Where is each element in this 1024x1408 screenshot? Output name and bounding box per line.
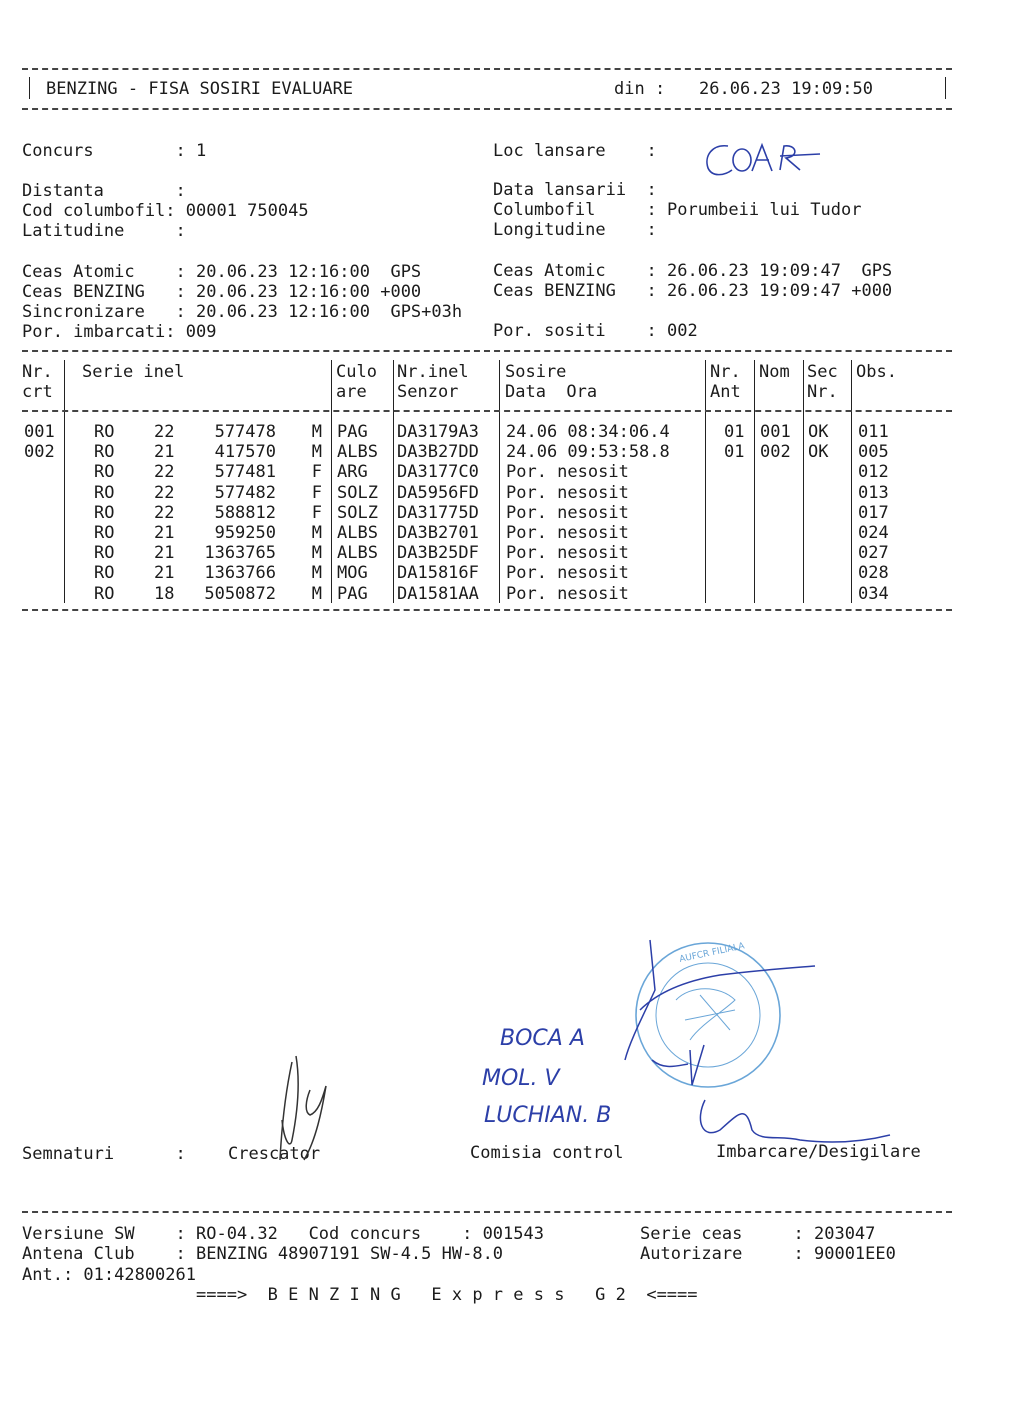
cell-cul: ARG [337,462,368,483]
versiune-sw-line: Versiune SW : RO-04.32 Cod concurs : 001543 [22,1224,544,1244]
header-sec-nr: Nr. [807,382,838,402]
cell-sec: OK [808,422,829,442]
cell-crt: 002 [24,442,55,463]
cell-cul: ALBS [337,442,378,463]
cell-ant: 01 [724,442,745,463]
cell-senzor: DA15816F [397,563,479,584]
columbofil-field: Columbofil : Porumbeii lui Tudor [493,200,862,220]
cell-nr: 577482 [214,482,276,503]
cell-nr: 1363766 [204,563,276,584]
cell-nr: 417570 [214,442,276,463]
header-nom: Nom [759,362,790,382]
cell-sosire: Por. nesosit [506,563,629,584]
din-value: 26.06.23 19:09:50 [699,79,873,99]
ceas-atomic-start: Ceas Atomic : 20.06.23 12:16:00 GPS [22,262,422,282]
por-sositi-field: Por. sositi : 002 [493,321,698,341]
cell-tara: RO [94,583,115,604]
cell-sosire: 24.06 09:53:58.8 [506,442,670,463]
cell-an: 22 [154,482,175,503]
cell-an: 21 [154,543,175,564]
crescator-signature [280,1056,326,1160]
header-sosire: Sosire [505,362,567,382]
cell-sex: F [311,502,322,523]
cell-nr: 959250 [214,523,276,543]
por-imbarcati-field: Por. imbarcati: 009 [22,322,217,342]
header-nr-inel-senzor: Nr.inel [397,362,469,382]
header-serie-inel: Serie inel [82,362,185,382]
cell-nr: 1363765 [204,543,276,564]
header-obs: Obs. [856,362,897,382]
cell-sex: M [311,563,322,584]
handwritten-name-3: LUCHIAN. B [484,1103,612,1128]
cell-obs: 011 [858,422,889,442]
cell-senzor: DA3B25DF [397,543,479,564]
header-nr-ant: Nr. [710,362,741,382]
cell-an: 21 [154,442,175,463]
ceas-atomic-end: Ceas Atomic : 26.06.23 19:09:47 GPS [493,261,893,281]
cell-sosire: 24.06 08:34:06.4 [506,422,670,442]
header-sec-nr: Sec [807,362,838,382]
cell-nr: 5050872 [204,583,276,604]
concurs-field: Concurs : 1 [22,141,207,161]
ceas-benzing-end: Ceas BENZING : 26.06.23 19:09:47 +000 [493,281,893,301]
handwritten-name-1: BOCA A [500,1026,585,1051]
header-nr-inel-senzor: Senzor [397,382,459,402]
cell-an: 22 [154,422,175,442]
latitudine-field: Latitudine : [22,221,186,241]
cell-senzor: DA3B2701 [397,523,479,543]
din-label: din : [614,79,666,99]
stamp-text: AUFCR FILIALA [678,941,746,965]
cell-obs: 034 [858,583,889,604]
cell-sex: M [311,442,322,463]
cell-sex: F [311,482,322,503]
distanta-field: Distanta : [22,181,186,201]
header-nr-crt: Nr. [22,362,53,382]
cod-columbofil-field: Cod columbofil: 00001 750045 [22,201,309,221]
cell-an: 22 [154,502,175,523]
cell-tara: RO [94,482,115,503]
cell-sosire: Por. nesosit [506,543,629,564]
cell-sex: M [311,523,322,543]
cell-obs: 024 [858,523,889,543]
cell-sosire: Por. nesosit [506,462,629,483]
cell-tara: RO [94,523,115,543]
cell-tara: RO [94,563,115,584]
cell-an: 21 [154,563,175,584]
cell-nom: 002 [760,442,791,463]
cell-sex: M [311,543,322,564]
antena-club-line: Antena Club : BENZING 48907191 SW-4.5 HW-8.0 [22,1244,504,1264]
autorizare-field: Autorizare : 90001EE0 [640,1244,896,1264]
loc-lansare-handwriting [707,145,820,175]
cell-tara: RO [94,502,115,523]
longitudine-field: Longitudine : [493,220,657,240]
cell-an: 21 [154,523,175,543]
cell-sosire: Por. nesosit [506,502,629,523]
cell-sex: F [311,462,322,483]
cell-cul: ALBS [337,523,378,543]
ant-line: Ant.: 01:42800261 [22,1265,196,1285]
cell-obs: 017 [858,502,889,523]
benzing-banner: ====> B E N Z I N G E x p r e s s G 2 <==== [196,1285,698,1305]
header-sosire: Data Ora [505,382,598,402]
cell-senzor: DA1581AA [397,583,479,604]
cell-sosire: Por. nesosit [506,523,629,543]
data-lansarii-field: Data lansarii : [493,180,657,200]
cell-cul: ALBS [337,543,378,564]
header-culoare: Culo [336,362,377,382]
imbarcare-label: Imbarcare/Desigilare [716,1142,921,1162]
cell-cul: MOG [337,563,368,584]
cell-obs: 013 [858,482,889,503]
cell-sec: OK [808,442,829,463]
cell-obs: 027 [858,543,889,564]
cell-an: 18 [154,583,175,604]
cell-obs: 005 [858,442,889,463]
cell-senzor: DA3179A3 [397,422,479,442]
handwritten-name-2: MOL. V [482,1066,560,1091]
cell-nr: 577481 [214,462,276,483]
cell-crt: 001 [24,422,55,442]
cell-tara: RO [94,462,115,483]
commission-signatures [625,940,890,1142]
cell-sex: M [311,422,322,442]
document-title: BENZING - FISA SOSIRI EVALUARE [46,79,354,99]
cell-senzor: DA5956FD [397,482,479,503]
comisia-label: Comisia control [470,1143,624,1163]
crescator-label: Crescator [228,1144,321,1164]
cell-cul: SOLZ [337,482,378,503]
cell-tara: RO [94,422,115,442]
cell-senzor: DA31775D [397,502,479,523]
semnaturi-label: Semnaturi : [22,1144,186,1164]
serie-ceas-field: Serie ceas : 203047 [640,1224,876,1244]
cell-tara: RO [94,543,115,564]
header-culoare: are [336,382,367,402]
cell-obs: 012 [858,462,889,483]
ceas-benzing-start: Ceas BENZING : 20.06.23 12:16:00 +000 [22,282,422,302]
header-nr-ant: Ant [710,382,741,402]
cell-nr: 577478 [214,422,276,442]
cell-nr: 588812 [214,502,276,523]
cell-obs: 028 [858,563,889,584]
official-stamp [636,943,780,1087]
cell-ant: 01 [724,422,745,442]
cell-senzor: DA3B27DD [397,442,479,463]
cell-cul: SOLZ [337,502,378,523]
cell-tara: RO [94,442,115,463]
cell-sex: M [311,583,322,604]
sincronizare-field: Sincronizare : 20.06.23 12:16:00 GPS+03h [22,302,463,322]
cell-sosire: Por. nesosit [506,583,629,604]
cell-senzor: DA3177C0 [397,462,479,483]
header-nr-crt: crt [22,382,53,402]
cell-cul: PAG [337,583,368,604]
cell-an: 22 [154,462,175,483]
footer-top-rule [22,1211,952,1213]
cell-cul: PAG [337,422,368,442]
cell-nom: 001 [760,422,791,442]
loc-lansare-field: Loc lansare : [493,141,657,161]
cell-sosire: Por. nesosit [506,482,629,503]
